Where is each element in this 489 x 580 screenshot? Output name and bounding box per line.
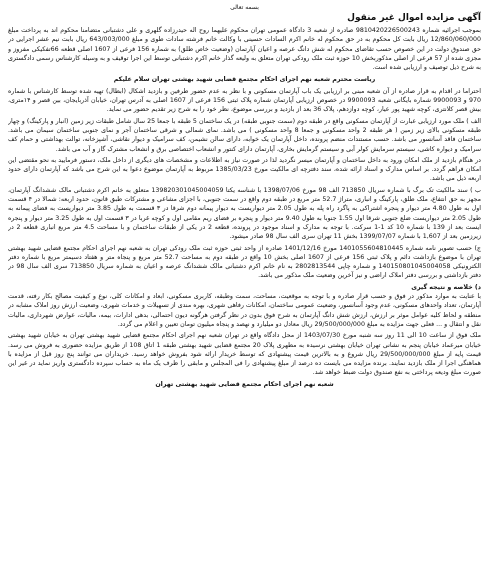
paragraph-b-title-deed: ب ) سند مالکیت تک برگ با شماره سریال 713850 الف 98 مورخ 1398/07/06 با شناسه یکتا 139820301045004059 متعلق به خانم اکرم دشتبانی مالک ششدانگ آپارتمان، مجهز به حق انتفاع، ملک طلق، پارکینگ و انباری، متراژ 52.7 متر مربع در طبقه دوم واقع در سمت جنوبی، با اجزای مشاعی و مشترکات طبق قانون، حدود اربعه: شمالا در ۴ قسمت اول به طول 4.80 متر دیوار و پنجره اشتراکی به پاگرد راه پله به طول 2.05 متر دیواریست به دیوار پیمانه دوم شرقا در ۳ قسمت به طول 3.85 متر دیواریست به فضای پیمانه به طول 2.05 متر دیواریست ضلع جنوبی شرقا اول 1.55 جنوبا به طول 9.40 متر دیوار و پنجره بر فضای ریم مقامی اول و کوچه غربا در ۳ قسمت اول به طول 3.25 متر دیوار و پنجره ایست بعد از 139 با شماره 10 کد 1-1 سرکت. با توجه به مدارک و اسناد موجود در پرونده، قطعه 2 در یکی از طبقات ساختمان و با مساحت 4.5 متر مربع انباری قطعه 2 در زیرزمین بعد از 1,607 با شماره 1399/07/07 بخش 11 تهران سری الف سال 98 صادر میشود. xyxy=(8,186,481,241)
signature-line: شعبه نهم اجرای احکام مجتمع قضایی شهید بهشتی تهران xyxy=(155,380,334,388)
salutation-line: ریاست محترم شعبه نهم اجرای احکام مجتمع قضایی شهید بهشتی تهران سلام علیکم xyxy=(113,76,376,84)
paragraph-c-registry-letter: ج) حسب تصویر نامه شماره 1401055604810445 مورخ 1401/12/16 صادره از واحد ثبتی حوزه ثبت ملک رودکی تهران به شعبه نهم اجرای احکام مجتمع قضایی شهید بهشتی تهران با موضوع بازداشت دائم و پلاک ثبتی 156 فرعی از 1607 اصلی بخش 10 واقع در طبقه دوم به مساحت 52.7 متر مربع و پنجاه متر و هفتاد دسیمتر مربع با شماره دفتر الکترونیکی 140150801045004058 و شماره چاپی 2802813544 به نام خانم اکرم دشتبانی مالک ششدانگ عرصه و اعیان به شماره سریال 713850 سری الف سال 98 در دفتر بازداشتی و بررسی دفتر املاک اراضی و نیز آخرین وضعیت ملک مذکور می باشد. xyxy=(8,244,481,280)
paragraph-a-description: الف ) ملک مورد ارزیابی عبارت از آپارتمان مسکونی واقع در طبقه دوم (سمت جنوبی طبقه) در یک ساختمان 5 طبقه با جمعا 25 سال شامل طبقات زیر زمین (انبار و پارکینگ) و چهار طبقه مسکونی بالای زیر زمین ( هر طبقه 2 واحد مسکونی و جمعا 8 واحد مسکونی ) می باشد. نمای شمالی و شرقی ساختمان آجر و نمای جنوبی ساختمان سیمان می باشد. ساختمان فاقد آسانسور می باشد. حسب مستندات منضم پرونده، داخل آپارتمان یک خوابه، دارای سالن نشیمن، کف سرامیک و دیوار نقاشی، آشپزخانه، توالت بهداشتی و حمام کف سرامیک و دیواره کاشی، سیستم سرمایش کولر آبی و سیستم گرمایش بخاری، آپارتمان دارای کنتور و انشعاب اختصاصی برق و انشعاب مشترک گاز و آب می باشد. xyxy=(8,117,481,153)
bismillah-header: بسمه تعالی xyxy=(230,4,259,11)
paragraph-d-conclusion: با عنایت به موارد مذکور در فوق و حسب قرار صادره و با توجه به موقعیت، مساحت، سمت وطبقه، کاربری مسکونی، ابعاد و امکانات کلی، نوع و کیفیت مصالح بکار رفته، قدمت آپارتمان، تعداد واحدهای مسکونی، عدم وجود آسانسور، وضعیت عمومی ساختمان، امکانات رفاهی شهری، بهره مندی از تسهیلات و خدمات شهری، وضعیت ارزش روز املاک مشابه در منطقه و لحاظ کلیه عوامل موثر بر ارزش، ارزش شش دانگ آپارتمان به شرح فوق بدون در نظر گرفتن هرگونه دیون احتمالی، بدهی ادارات، بیمه، مالیات، عوارض شهرداری، مالیات نقل و انتقال و ... فعلی جهت مزایده به مبلغ 29/500/000/000 ریال معادل دو میلیارد و نهصد و پنجاه میلیون تومان تعیین و اعلام می گردد. xyxy=(8,293,481,328)
paragraph-request: احتراما در اقدام به قرار صادره از آن شعبه مبنی بر ارزیابی یک باب آپارتمان مسکونی و با نظر به عدم حضور طرفین و بازدید اشکال (ابطال) تهیه شده توسط کارشناس با شماره 970 و 9900093 شماره بایگانی شعبه 9900093 در خصوص ارزیابی آپارتمان شماره پلاک ثبتی 156 فرعی از 1607 اصلی به آدرس تهران، خیابان آذربایجان، بین قصر و ۱۴متری، بیش قصر کلانتری، کوچه شهید پور عیار، کوچه دوازدهم، پلاک 36 بعد از بازدید و بررسی موضوع، نظر خود را به شرح زیر تقدیم حضور می نماید. xyxy=(8,87,481,114)
notice-title: آگهی مزایده اموال غیر منقول xyxy=(347,13,481,23)
paragraph-intro: بموجب اجرائیه شماره 9810420226500243 صادره از شعبه 3 دادگاه عمومی تهران محکوم علیهما روح اله حیدرزاده گلهری و علی دشتبانی متضامنا محکوم اند به پرداخت مبلغ 12/860/060/000 ریال بابت کل محکوم به در حق محکوم له خانم اکرم السادات حسینی با وکالت خانم فرشته سادات طوی و مبلغ 643/003/000 ریال بابت نیم عشر اجرایی در حق صندوق دولت در این خصوص حسب تقاضای محکوم له شش دانگ عرصه و اعیان آپارتمان (وضعیت خاص طلق) به شماره 156 فرعی از 1607 اصلی قطعه 66تفکیکی مفروز و مجزی شده از 57 فرعی از اصلی مذکوربخش 10 حوزه ثبت ملک رودکی تهران متعلق به ولیعه گذار خانم اکرم دشتبانی توسط این اجرا توقیف و به وسیله کارشناس رسمی دادگستری به شرح ذیل توصیف و ارزیابی شده است. xyxy=(8,27,481,72)
notice-document xyxy=(8,4,481,572)
paragraph-auction-terms: ملک فوق از ساعت 10 الی 11 روز سه شنبه مورخ 1403/07/30 از محل دادگاه واقع در تهران شعبه نهم اجرای احکام مجتمع قضایی شهید بهشتی تهران به خیابان شهید بهشتی خیابان میرعماد خیابان پنجم به نشانی تهران خیابان بهشتی نرسیده به مطهری پلاک 20 مجتمع قضایی شهید بهشتی طبقه 1 اتاق 108 از طریق مزایده حضوری به فروش می رسد. قیمت پایه از مبلغ 29/500/000/000 ریال شروع و به بالاترین قیمت پیشنهادی که توسط خریدار ارائه شود بفروش خواهد رسید. خریداران می توانند پنج روز قبل از مزایده با هماهنگی اجرا از ملک بازدید نمایند. برنده مزایده می بایست ده درصد از مبلغ پیشنهادی را فی المجلس و مابقی را ظرف یک ماه به حساب سپرده دادگستری واریز نماید در غیر این صورت مبلغ ودیعه پرداختی به نفع صندوق دولت ضبط خواهد شد. xyxy=(8,332,481,377)
section-heading-conclusion: د) خلاصه و نتیجه گیری xyxy=(411,283,481,291)
paragraph-inspection: در هنگام بازدید از ملک امکان ورود به داخل ساختمان و آپارتمان میسر نگردید لذا در صورت نیاز به اطلاعات و مشخصات های دیگری از داخل ملک، دستور فرمایید به نحو مقتضی این امکان فراهم گردد. بر اساس مدارک و اسناد ارائه شده، سند دفترچه ای مالکیت مورخ 1385/03/23 مربوط به آپارتمان موضوع دعوا به این شرح می باشد که آپارتمان دارای حدود اربعه ذیل می باشد. xyxy=(8,156,481,183)
